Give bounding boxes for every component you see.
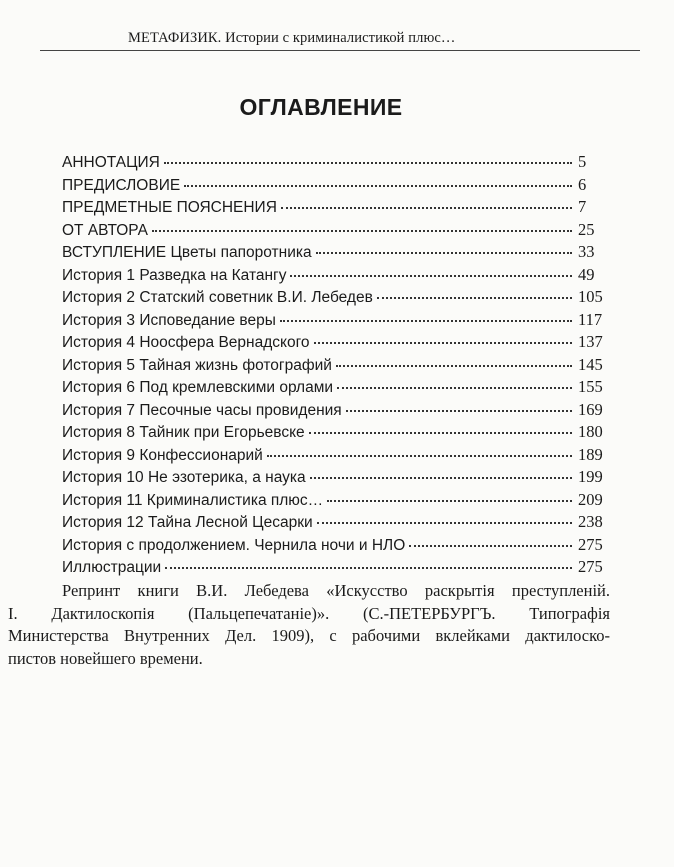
toc-entry — [62, 331, 612, 354]
toc-entry — [62, 354, 612, 377]
toc-entry — [62, 174, 612, 197]
toc-entry-page: 275 — [578, 557, 603, 576]
toc-entry — [62, 489, 612, 512]
toc-dot-leader — [310, 476, 572, 479]
toc-entry-page: 180 — [578, 422, 603, 441]
toc-dot-leader — [281, 206, 572, 209]
toc-entry-title: История 8 Тайник при Егорьевске — [62, 424, 305, 441]
toc-dot-leader — [317, 521, 572, 524]
toc-entry — [62, 151, 612, 174]
toc-entry-title: АННОТАЦИЯ — [62, 154, 160, 171]
toc-entry-page: 169 — [578, 399, 603, 419]
running-head: МЕТАФИЗИК. Истории с криминалистикой плюс… — [128, 30, 456, 46]
toc-entry-title: История 12 Тайна Лесной Цесарки — [62, 514, 313, 531]
toc-entry-page: 209 — [578, 489, 603, 509]
toc-dot-leader — [377, 296, 572, 299]
table-of-contents — [62, 151, 612, 579]
toc-entry — [62, 376, 612, 399]
toc-dot-leader — [409, 544, 572, 547]
toc-entry-title: История 4 Ноосфера Вернадского — [62, 334, 310, 351]
toc-entry-page: 189 — [578, 444, 603, 464]
toc-dot-leader — [165, 566, 572, 569]
reprint-note-line: Министерства Внутренних Дел. 1909), с рабочими вклейками дактилоско- — [8, 626, 610, 645]
toc-dot-leader — [314, 341, 572, 344]
toc-entry — [62, 534, 612, 557]
toc-entry-page: 6 — [578, 174, 587, 194]
toc-entry-page: 137 — [578, 332, 603, 351]
toc-dot-leader — [337, 386, 572, 389]
toc-dot-leader — [316, 251, 572, 254]
toc-entry-page: 7 — [578, 197, 587, 216]
toc-entry-page: 238 — [578, 512, 603, 531]
toc-entry-title: История 3 Исповедание веры — [62, 311, 276, 329]
toc-entry-title: История 6 Под кремлевскими орлами — [62, 379, 334, 396]
toc-entry — [62, 511, 612, 534]
toc-entry — [62, 399, 612, 422]
toc-entry-page: 33 — [578, 242, 595, 261]
toc-entry — [62, 421, 612, 444]
toc-entry-page: 5 — [578, 152, 587, 171]
toc-entry-page: 25 — [578, 219, 595, 239]
toc-dot-leader — [184, 184, 572, 187]
header-rule — [40, 50, 640, 51]
page-title: ОГЛАВЛЕНИЕ — [239, 94, 403, 120]
toc-entry — [62, 219, 612, 242]
reprint-note-line: Репринт книги В.И. Лебедева «Искусство раскрытія преступленій. — [62, 581, 610, 600]
toc-entry-title: ОТ АВТОРА — [62, 221, 148, 239]
toc-entry-page: 199 — [578, 467, 603, 486]
toc-entry-title: История 5 Тайная жизнь фотографий — [62, 356, 332, 374]
toc-entry-title: История 1 Разведка на Катангу — [62, 266, 287, 284]
toc-entry-title: Иллюстрации — [62, 559, 162, 576]
reprint-note-line: I. Дактилоскопія (Пальцепечатаніе)». (С.-ПЕТЕРБУРГЪ. Типографія — [8, 603, 610, 623]
toc-entry — [62, 196, 612, 219]
reprint-note-line: пистов новейшего времени. — [8, 648, 203, 668]
toc-entry-title: История 11 Криминалистика плюс… — [62, 491, 324, 509]
toc-entry — [62, 309, 612, 332]
toc-entry-page: 105 — [578, 287, 603, 306]
reprint-note — [8, 580, 610, 670]
toc-entry-title: История с продолжением. Чернила ночи и НЛО — [62, 536, 406, 554]
toc-entry-page: 49 — [578, 264, 595, 284]
toc-dot-leader — [164, 161, 572, 164]
toc-entry-title: ПРЕДМЕТНЫЕ ПОЯСНЕНИЯ — [62, 199, 277, 216]
toc-dot-leader — [290, 274, 572, 277]
toc-entry-title: История 9 Конфессионарий — [62, 446, 263, 464]
toc-dot-leader — [309, 431, 572, 434]
toc-entry — [62, 241, 612, 264]
toc-entry — [62, 556, 612, 579]
toc-entry-title: История 2 Статский советник В.И. Лебедев — [62, 289, 373, 306]
toc-entry-page: 145 — [578, 354, 603, 374]
toc-dot-leader — [346, 409, 572, 412]
toc-entry — [62, 444, 612, 467]
toc-entry-title: История 7 Песочные часы провидения — [62, 401, 342, 419]
toc-entry — [62, 466, 612, 489]
toc-entry-title: История 10 Не эзотерика, а наука — [62, 469, 306, 486]
toc-entry-page: 117 — [578, 309, 603, 329]
toc-dot-leader — [267, 454, 572, 457]
toc-dot-leader — [152, 229, 572, 232]
toc-entry — [62, 286, 612, 309]
toc-entry-page: 275 — [578, 534, 603, 554]
toc-dot-leader — [280, 319, 572, 322]
toc-entry — [62, 264, 612, 287]
toc-entry-page: 155 — [578, 377, 603, 396]
toc-entry-title: ПРЕДИСЛОВИЕ — [62, 176, 181, 194]
toc-dot-leader — [327, 499, 572, 502]
toc-dot-leader — [336, 364, 572, 367]
toc-entry-title: ВСТУПЛЕНИЕ Цветы папоротника — [62, 244, 312, 261]
